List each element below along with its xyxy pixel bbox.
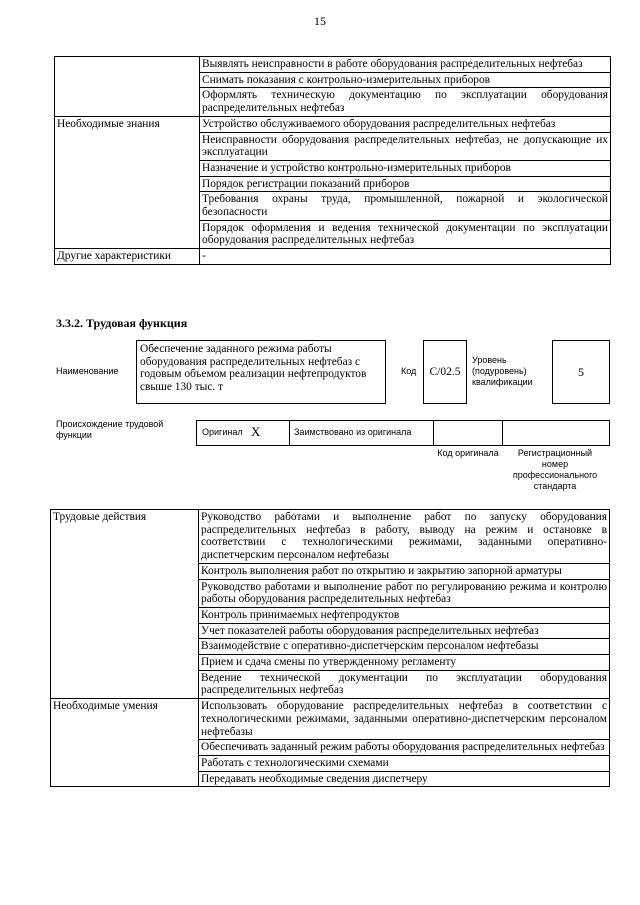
list-item: Руководство работами и выполнение работ по запуску оборудования распределительных нефтебаз в работу, выводу на режим и остановке в соответствии с технологическими режимами, заданными оперативно-диспетчерским персоналом нефтебазы [199,510,610,564]
origin-label: Происхождение трудовой функции [56,419,164,440]
list-item: Устройство обслуживаемого оборудования распределительных нефтебаз [200,116,611,132]
list-item: Неисправности оборудования распределительных нефтебаз, не допускающие их эксплуатации [200,132,611,160]
list-item: Снимать показания с контрольно-измерительных приборов [200,72,611,88]
page-number: 15 [314,14,326,28]
table-row [51,699,610,740]
origin-divider [289,420,290,446]
list-item: Использовать оборудование распределительных нефтебаз в соответствии с технологическими режимами, заданными оперативно-диспетчерским персоналом нефтебазы [199,699,610,740]
list-item: - [200,249,611,265]
function-name: Обеспечение заданного режима работы оборудования распределительных нефтебаз с годовым объемом реализации нефтепродуктов свыше 130 тыс. т [136,340,386,404]
code-original-caption: Код оригинала [437,448,499,458]
list-item: Порядок регистрации показаний приборов [200,176,611,192]
row-label: Другие характеристики [55,249,200,265]
level-label: Уровень (подуровень) квалификации [472,355,533,387]
list-item: Взаимодействие с оперативно-диспетчерским персоналом нефтебазы [199,639,610,655]
reg-number-caption: Регистрационный номер профессионального стандарта [512,448,598,491]
list-item: Порядок оформления и ведения технической документации по эксплуатации оборудования распределительных нефтебаз [200,220,611,248]
actions-table [50,509,610,787]
name-label: Наименование [56,366,119,376]
table-row [51,510,610,564]
list-item: Учет показателей работы оборудования распределительных нефтебаз [199,623,610,639]
list-item: Требования охраны труда, промышленной, пожарной и экологической безопасности [200,192,611,220]
row-label [55,57,200,117]
original-mark: X [251,424,261,439]
list-item: Выявлять неисправности в работе оборудования распределительных нефтебаз [200,57,611,73]
list-item: Работать с технологическими схемами [199,755,610,771]
list-item: Ведение технической документации по эксплуатации оборудования распределительных нефтебаз [199,670,610,698]
origin-divider [502,420,503,446]
list-item: Контроль принимаемых нефтепродуктов [199,607,610,623]
list-item: Руководство работами и выполнение работ по регулированию режима и контролю работы оборудования распределительных нефтебаз [199,579,610,607]
table-row [55,249,611,265]
borrowed-label: Заимствовано из оригинала [294,427,412,437]
code-label: Код [401,366,417,376]
row-label: Необходимые умения [51,699,199,787]
knowledge-table [54,56,611,265]
table-row [55,57,611,73]
origin-divider [433,420,434,446]
table-row [55,116,611,132]
list-item: Оформлять техническую документацию по эксплуатации оборудования распределительных нефтебаз [200,88,611,116]
original-label: Оригинал [202,427,243,437]
row-label: Трудовые действия [51,510,199,699]
list-item: Обеспечивать заданный режим работы оборудования распределительных нефтебаз [199,740,610,756]
section-heading: 3.3.2. Трудовая функция [56,316,188,330]
list-item: Прием и сдача смены по утвержденному регламенту [199,655,610,671]
list-item: Назначение и устройство контрольно-измерительных приборов [200,160,611,176]
level-value: 5 [552,340,610,404]
row-label: Необходимые знания [55,116,200,248]
list-item: Передавать необходимые сведения диспетчеру [199,771,610,787]
list-item: Контроль выполнения работ по открытию и закрытию запорной арматуры [199,563,610,579]
function-code: C/02.5 [423,340,467,404]
